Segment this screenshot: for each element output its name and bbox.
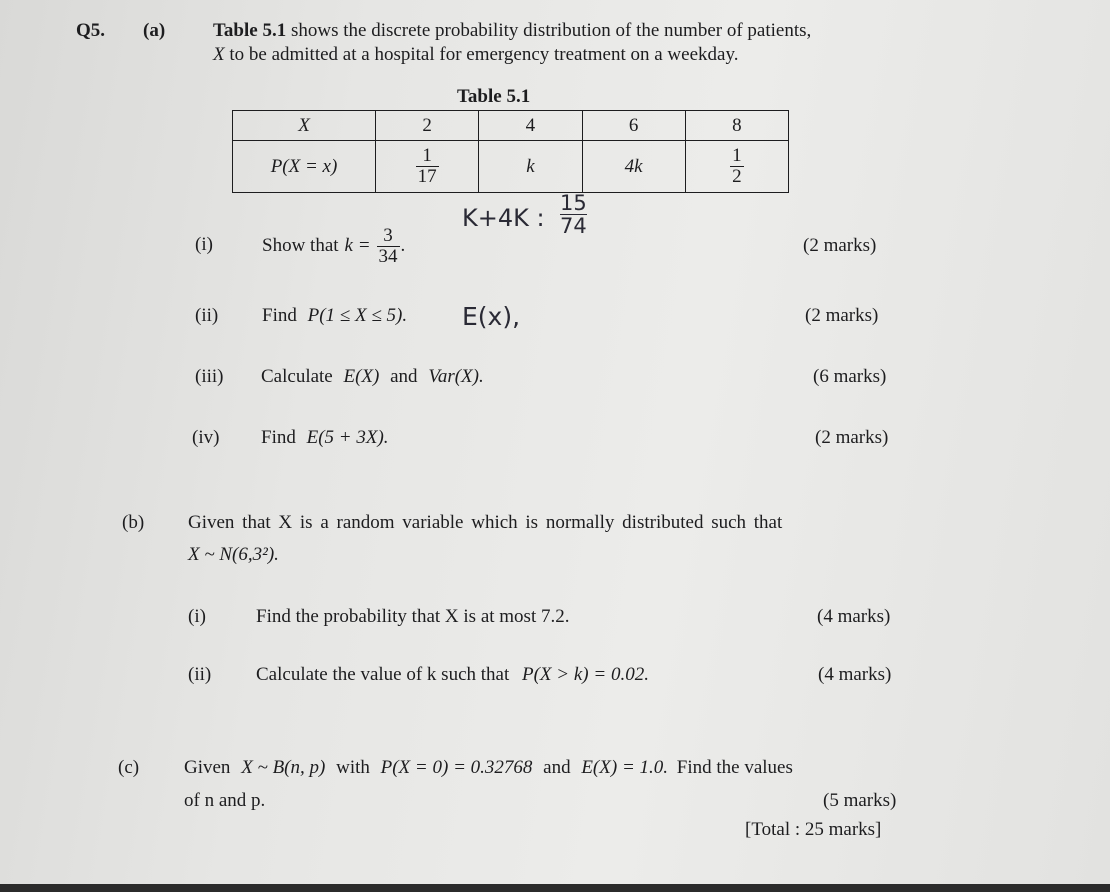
intro-text-2: to be admitted at a hospital for emergency treatment on a weekday. [229, 44, 739, 65]
question-b-i-text: Find the probability that X is at most 7.2. [256, 606, 570, 627]
part-b-line2: X ~ N(6,3²). [188, 544, 279, 565]
c-math-ex: E(X) = 1.0. [581, 757, 669, 778]
part-c-line2: of n and p. [184, 790, 266, 811]
frac-den: 2 [732, 166, 742, 187]
probability-table [232, 110, 789, 193]
p-value-4k: 4k [582, 141, 685, 193]
q-and: and [390, 366, 418, 387]
question-a-iii-text [261, 366, 484, 388]
q-math: k = [344, 235, 371, 256]
x-value-4: 4 [479, 111, 582, 141]
marks-b-ii: (4 marks) [818, 664, 892, 685]
c-math-p0: P(X = 0) = 0.32768 [380, 757, 533, 778]
question-a-ii: (ii) [195, 305, 219, 326]
marks-a-ii: (2 marks) [805, 305, 879, 326]
question-a-iii: (iii) [195, 366, 224, 387]
x-value-2: 2 [376, 111, 479, 141]
total-marks: [Total : 25 marks] [745, 819, 882, 840]
q-text: Calculate [261, 366, 333, 387]
k-fraction [377, 226, 400, 267]
q-text: Find [261, 427, 296, 448]
marks-c: (5 marks) [823, 790, 897, 811]
p-value-1-17 [376, 141, 479, 193]
q-text: Show that [262, 235, 339, 256]
table-row-p [233, 141, 789, 193]
question-b-ii-text [256, 664, 649, 686]
table-caption: Table 5.1 [457, 86, 531, 107]
c-and: and [543, 757, 571, 778]
marks-a-i: (2 marks) [803, 235, 877, 256]
q-text: Find [262, 305, 297, 326]
frac-den: 17 [417, 166, 437, 187]
q-math: E(5 + 3X). [306, 427, 389, 448]
part-a-intro-line1 [213, 20, 811, 42]
question-a-i [195, 234, 213, 256]
q-text: Calculate the value of k such that [256, 664, 510, 685]
question-a-iv: (iv) [192, 427, 220, 448]
c-given: Given [184, 757, 231, 778]
part-c-line1 [184, 757, 793, 779]
question-number: Q5. [76, 20, 106, 41]
handwritten-fraction [560, 192, 587, 237]
table-row-x [233, 111, 789, 141]
hw-num: 15 [560, 191, 587, 215]
row-header-x: X [233, 111, 376, 141]
question-a-ii-text [262, 305, 407, 327]
hw-left: K+4K : [462, 204, 545, 232]
frac-num: 1 [422, 145, 432, 167]
handwritten-equation [462, 204, 545, 232]
c-math-binomial: X ~ B(n, p) [241, 757, 326, 778]
part-a-label: (a) [143, 20, 166, 41]
frac-den: 34 [378, 245, 398, 267]
handwritten-ex: E(x), [462, 302, 521, 331]
table-ref: Table 5.1 [213, 20, 287, 41]
c-find: Find the values [676, 757, 793, 778]
frac-num: 3 [383, 224, 393, 246]
q-math: P(1 ≤ X ≤ 5). [307, 305, 408, 326]
frac-num: 1 [732, 145, 742, 167]
question-b-ii: (ii) [188, 664, 212, 685]
var-x: X [213, 44, 225, 65]
p-value-1-2 [685, 141, 788, 193]
page-edge [0, 884, 1110, 892]
intro-text-1: shows the discrete probability distribution of the number of patients, [290, 20, 812, 41]
q-math-1: E(X) [343, 366, 380, 387]
x-value-8: 8 [685, 111, 788, 141]
row-header-p: P(X = x) [233, 141, 376, 193]
p-value-k: k [479, 141, 582, 193]
part-a-intro-line2 [213, 44, 738, 66]
question-a-i-text [262, 224, 405, 268]
marks-a-iii: (6 marks) [813, 366, 887, 387]
part-c-label: (c) [118, 757, 140, 778]
q-math: P(X > k) = 0.02. [522, 664, 649, 685]
period: . [400, 235, 406, 256]
c-with: with [336, 757, 370, 778]
q-math-2: Var(X). [428, 366, 484, 387]
question-a-iv-text [261, 427, 389, 449]
part-b-line1: Given that X is a random variable which is normally distributed such that [188, 512, 783, 533]
marks-a-iv: (2 marks) [815, 427, 889, 448]
x-value-6: 6 [582, 111, 685, 141]
question-b-i: (i) [188, 606, 206, 627]
marks-b-i: (4 marks) [817, 606, 891, 627]
hw-den: 74 [560, 214, 587, 239]
q-num: (i) [195, 234, 213, 255]
part-b-label: (b) [122, 512, 145, 533]
